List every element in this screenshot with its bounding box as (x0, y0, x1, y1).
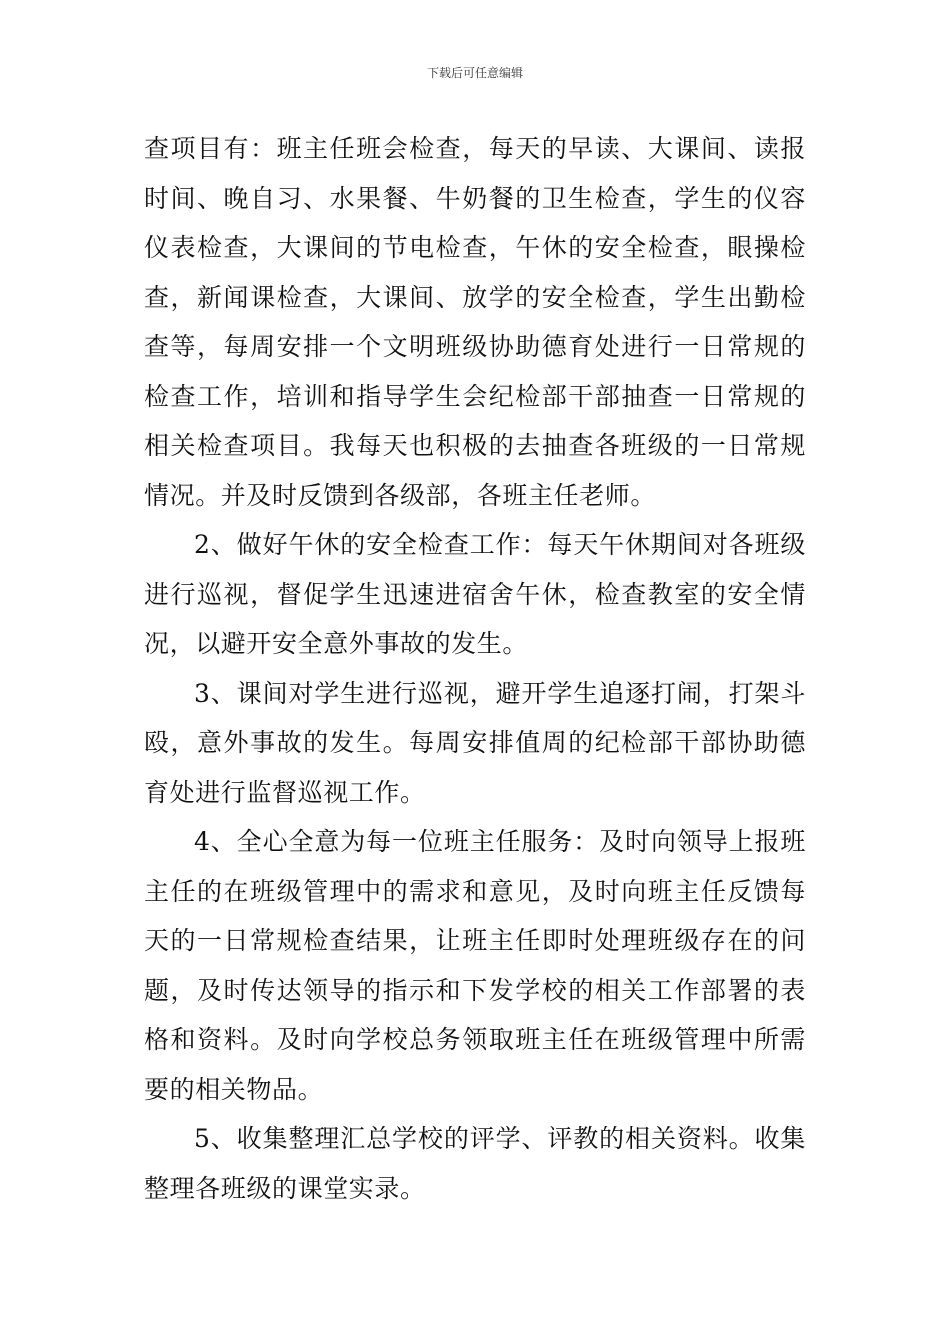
paragraph-continued: 查项目有：班主任班会检查，每天的早读、大课间、读报时间、晚自习、水果餐、牛奶餐的卫生检查，学生的仪容仪表检查，大课间的节电检查，午休的安全检查，眼操检查，新闻课检查，大课间、放学的安全检查，学生出勤检查等，每周安排一个文明班级协助德育处进行一日常规的检查工作，培训和指导学生会纪检部干部抽查一日常规的相关检查项目。我每天也积极的去抽查各班级的一日常规情况。并及时反馈到各级部，各班主任老师。 (144, 134, 806, 510)
paragraph-item-5: 5、收集整理汇总学校的评学、评教的相关资料。收集整理各班级的课堂实录。 (144, 1124, 806, 1203)
paragraph-item-3: 3、课间对学生进行巡视，避开学生追逐打闹，打架斗殴，意外事故的发生。每周安排值周的纪检部干部协助德育处进行监督巡视工作。 (144, 678, 806, 807)
page-header: 下载后可任意编辑 (426, 66, 523, 80)
paragraph-item-4: 4、全心全意为每一位班主任服务：及时向领导上报班主任的在班级管理中的需求和意见，及时向班主任反馈每天的一日常规检查结果，让班主任即时处理班级存在的问题，及时传达领导的指示和下发学校的相关工作部署的表格和资料。及时向学校总务领取班主任在班级管理中所需要的相关物品。 (144, 827, 806, 1104)
paragraph-item-2: 2、做好午休的安全检查工作：每天午休期间对各班级进行巡视，督促学生迅速进宿舍午休，检查教室的安全情况，以避开安全意外事故的发生。 (144, 530, 806, 658)
document-body (144, 124, 806, 1213)
